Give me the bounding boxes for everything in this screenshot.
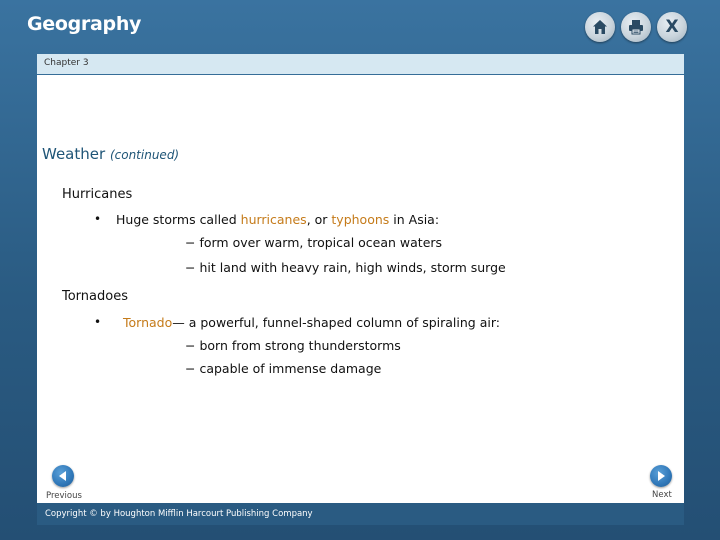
close-icon: X bbox=[665, 17, 679, 37]
slide-content bbox=[37, 75, 684, 503]
copyright-text: Copyright © by Houghton Mifflin Harcourt Publishing Company bbox=[45, 509, 313, 519]
arrow-left-icon bbox=[57, 467, 69, 486]
print-icon bbox=[627, 18, 645, 36]
next-label[interactable]: Next bbox=[652, 490, 672, 500]
term-typhoons: typhoons bbox=[331, 212, 390, 227]
slide-heading bbox=[42, 145, 179, 163]
chapter-label: Chapter 3 bbox=[44, 58, 89, 68]
sub-bullet: − form over warm, tropical ocean waters bbox=[185, 235, 443, 250]
app-title: Geography bbox=[27, 13, 142, 35]
heading-text: Weather bbox=[42, 145, 106, 163]
home-icon bbox=[591, 18, 609, 36]
bullet-marker: • bbox=[94, 212, 102, 226]
bullet-text: in Asia: bbox=[389, 212, 440, 227]
hurricanes-bullet bbox=[116, 212, 439, 227]
term-tornado: Tornado bbox=[123, 315, 173, 330]
print-button[interactable] bbox=[621, 12, 651, 42]
close-button[interactable] bbox=[657, 12, 687, 42]
tornado-bullet bbox=[123, 315, 500, 330]
previous-label[interactable]: Previous bbox=[46, 491, 82, 501]
bullet-text: Huge storms called bbox=[116, 212, 241, 227]
bullet-marker: • bbox=[94, 315, 102, 329]
footer-bar bbox=[37, 503, 684, 525]
sub-bullet: − born from strong thunderstorms bbox=[185, 338, 401, 353]
chapter-bar bbox=[37, 54, 684, 74]
next-button[interactable] bbox=[650, 465, 672, 487]
term-hurricanes: hurricanes bbox=[240, 212, 307, 227]
section-title-tornadoes: Tornadoes bbox=[62, 289, 128, 304]
bullet-text: , or bbox=[306, 212, 332, 227]
previous-button[interactable] bbox=[52, 465, 74, 487]
section-title-hurricanes: Hurricanes bbox=[62, 187, 133, 202]
sub-bullet: − hit land with heavy rain, high winds, storm surge bbox=[185, 260, 506, 275]
sub-bullet: − capable of immense damage bbox=[185, 361, 382, 376]
bullet-text: — a powerful, funnel-shaped column of spiraling air: bbox=[172, 315, 500, 330]
heading-suffix: (continued) bbox=[109, 148, 180, 162]
home-button[interactable] bbox=[585, 12, 615, 42]
arrow-right-icon bbox=[655, 467, 667, 486]
